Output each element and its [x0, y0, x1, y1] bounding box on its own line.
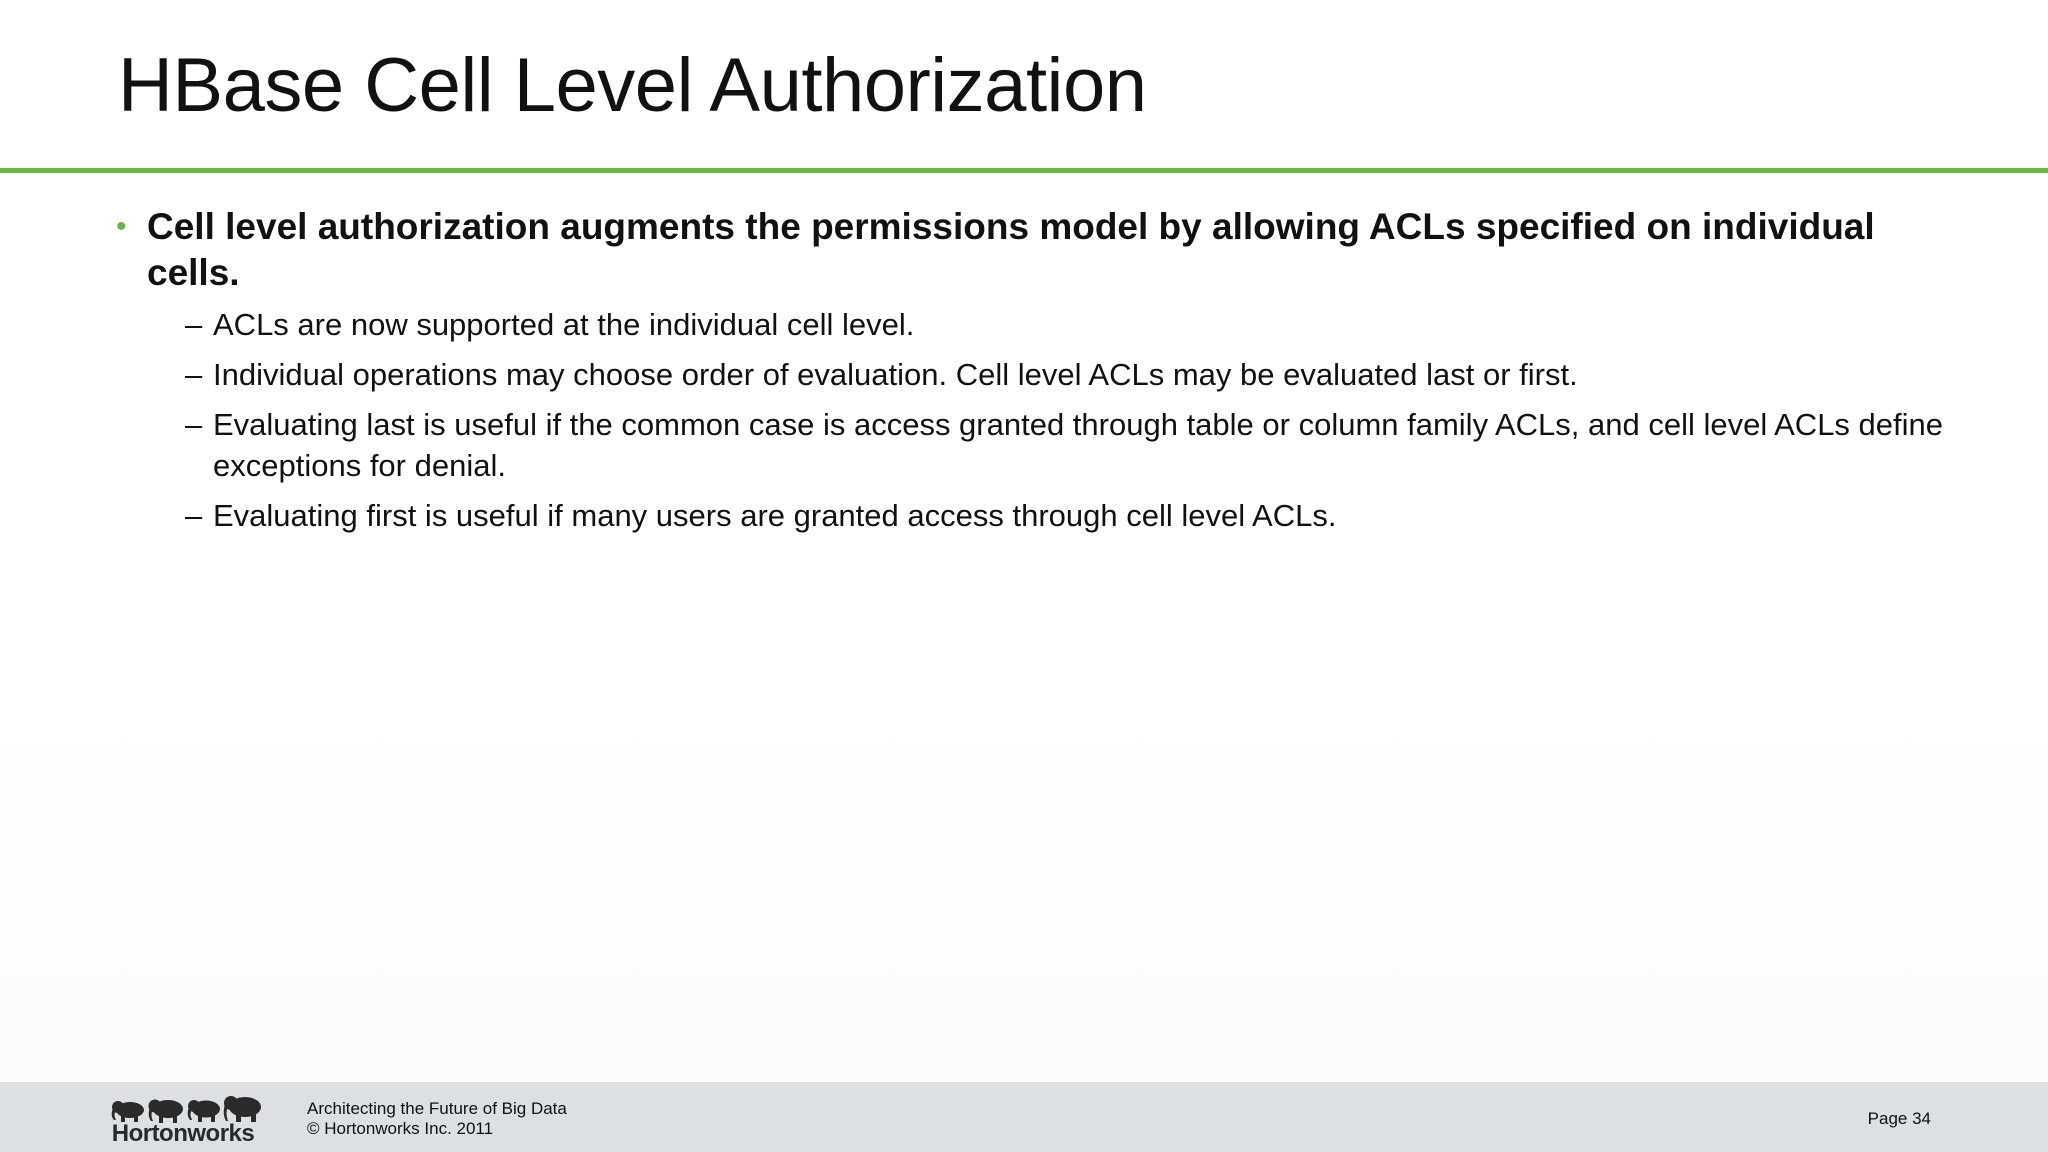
slide-content	[112, 204, 1972, 545]
footer-copyright: © Hortonworks Inc. 2011	[307, 1119, 494, 1138]
sub-bullet	[185, 404, 1972, 486]
bullet-dot-icon: •	[116, 210, 127, 243]
footer-caption	[307, 1099, 567, 1139]
sub-bullet-text: Evaluating first is useful if many users are granted access through cell level ACLs.	[213, 498, 1337, 533]
dash-icon: –	[185, 498, 203, 533]
main-bullet	[112, 204, 1972, 296]
sub-bullet	[185, 354, 1972, 395]
page-number: Page 34	[1867, 1109, 1931, 1128]
dash-icon: –	[185, 357, 203, 392]
slide-footer	[0, 1082, 2048, 1152]
dash-icon: –	[185, 307, 203, 342]
hortonworks-logo	[100, 1094, 266, 1148]
sub-bullet-list	[112, 304, 1972, 536]
sub-bullet-text: Evaluating last is useful if the common case is access granted through table or column family ACLs, and cell level ACLs define exceptions for denial.	[213, 407, 1944, 483]
sub-bullet	[185, 304, 1972, 345]
sub-bullet-text: ACLs are now supported at the individual cell level.	[213, 307, 915, 342]
sub-bullet	[185, 495, 1972, 536]
slide-title: HBase Cell Level Authorization	[118, 43, 1147, 128]
sub-bullet-text: Individual operations may choose order of evaluation. Cell level ACLs may be evaluated last or first.	[213, 357, 1578, 392]
title-divider	[0, 168, 2048, 173]
dash-icon: –	[185, 407, 203, 442]
logo-wordmark: Hortonworks	[111, 1120, 255, 1147]
footer-tagline: Architecting the Future of Big Data	[307, 1099, 567, 1118]
main-bullet-text: Cell level authorization augments the permissions model by allowing ACLs specified on individual cells.	[147, 206, 1875, 293]
